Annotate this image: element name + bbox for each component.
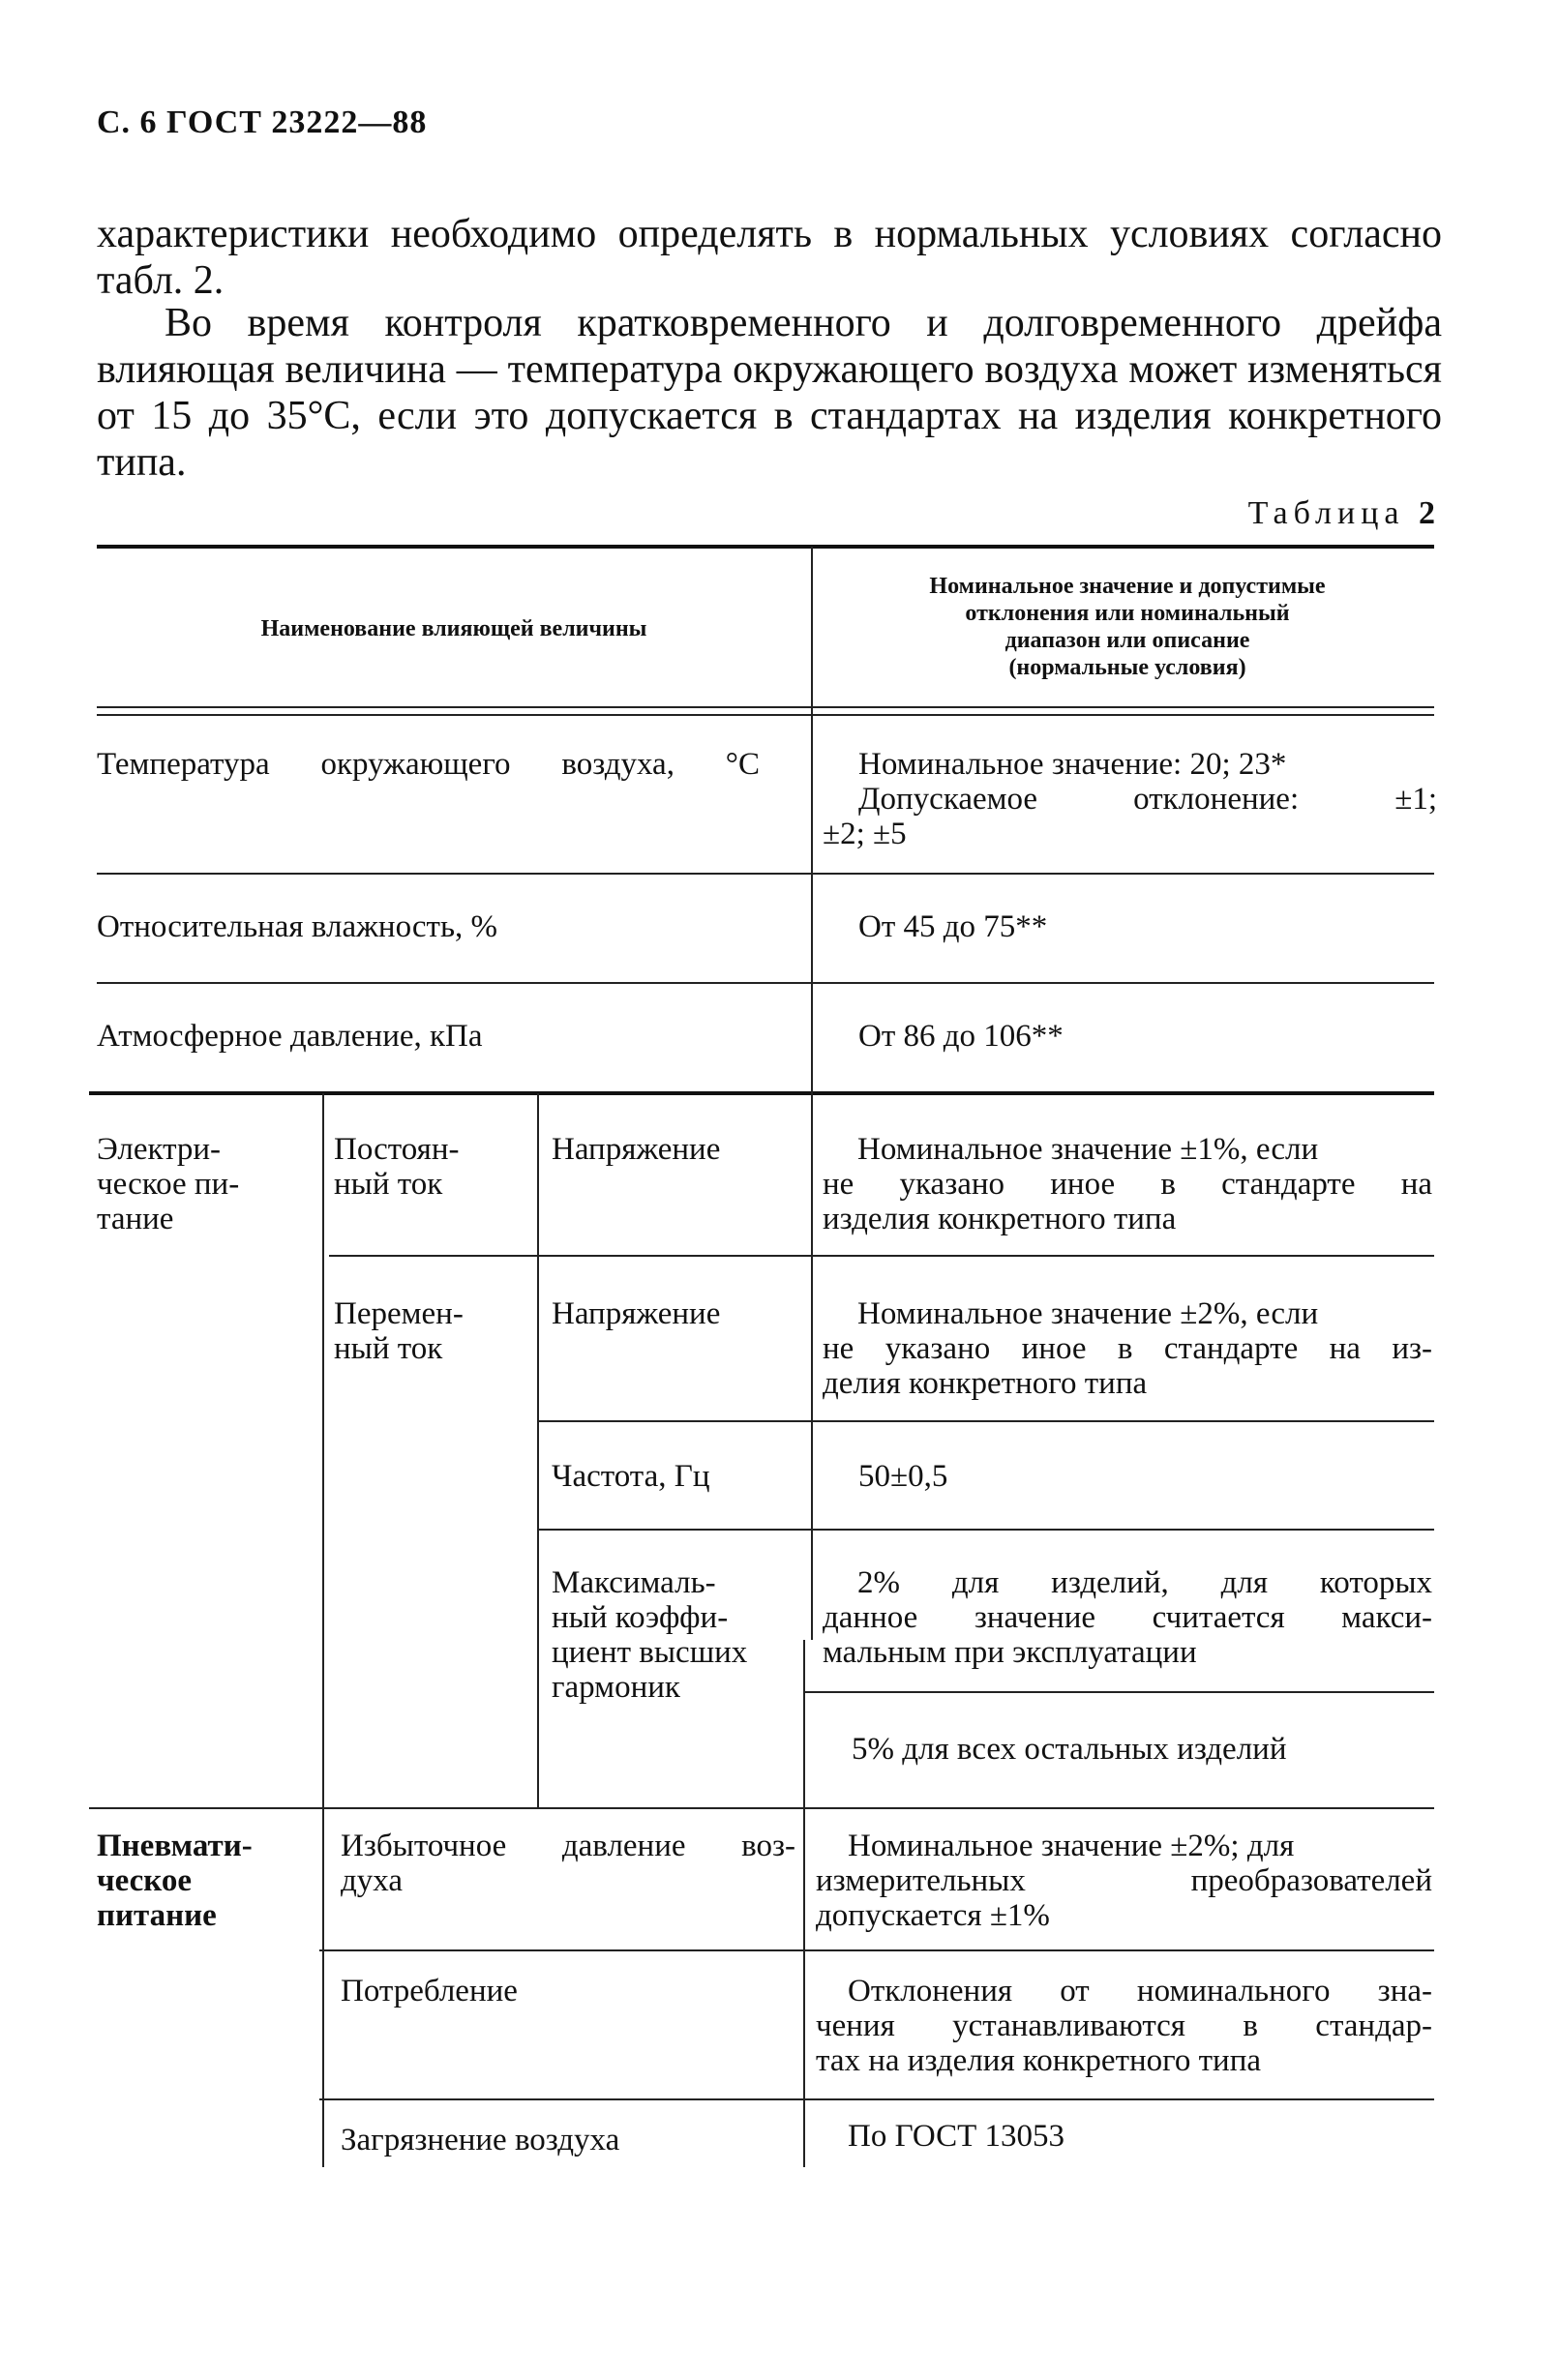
paragraph-1: характеристики необходимо определять в нормальных условиях согласно табл. 2. <box>97 212 1442 303</box>
header-nominal-line: Номинальное значение и допустимые <box>929 574 1326 599</box>
ac-voltage-param: Напряжение <box>552 1296 721 1331</box>
subgroup-dc-line: Постоян- <box>334 1132 460 1167</box>
ac-harmonics-param-line: ный коэффи- <box>552 1600 729 1635</box>
header-rule-2 <box>97 714 1434 716</box>
ac-voltage-value-line: Номинальное значение ±2%, если <box>857 1296 1319 1331</box>
rule-after-humidity <box>97 982 1434 984</box>
dc-voltage-value-line: не указано иное в стандарте на <box>823 1167 1432 1202</box>
table-caption-word: Таблица <box>1247 495 1405 531</box>
dc-voltage-value-line: Номинальное значение ±1%, если <box>857 1132 1319 1167</box>
rule-overpressure-consumption <box>319 1949 1434 1951</box>
ac-harmonics-param-line: гармоник <box>552 1670 680 1705</box>
group-column-divider <box>322 1093 324 2167</box>
pneumatic-contamination-param: Загрязнение воздуха <box>341 2123 620 2157</box>
pneumatic-overpressure-value <box>816 1829 1432 1933</box>
consumption-value-line: Отклонения от номинального зна- <box>848 1974 1432 2008</box>
header-nominal-line: отклонения или номинальный <box>965 601 1290 626</box>
row-humidity-value: От 45 до 75** <box>858 909 1048 944</box>
header-nominal-line: (нормальные условия) <box>1008 655 1246 680</box>
consumption-value-line: тах на изделия конкретного типа <box>816 2043 1262 2078</box>
rule-harmonics-split <box>805 1691 1434 1693</box>
ac-frequency-value: 50±0,5 <box>858 1459 948 1494</box>
group-pneumatic-line: ческое <box>97 1863 193 1898</box>
ac-frequency-param: Частота, Гц <box>552 1459 710 1494</box>
header-nominal-line: диапазон или описание <box>1004 628 1250 653</box>
table-caption <box>1248 495 1435 532</box>
subgroup-direct-current <box>334 1132 527 1202</box>
ac-voltage-value <box>823 1296 1432 1401</box>
overpressure-value-line: допускается ±1% <box>816 1898 1050 1933</box>
param-column-divider <box>537 1093 539 1807</box>
row-temperature-value-2: Допускаемое отклонение: ±1; <box>858 782 1437 817</box>
ac-harmonics-param <box>552 1565 803 1705</box>
dc-voltage-value <box>823 1132 1432 1236</box>
ac-harmonics-value-a <box>823 1565 1432 1670</box>
rule-consumption-contamination <box>319 2098 1434 2100</box>
rule-after-temp <box>97 873 1434 875</box>
ac-voltage-value-line: делия конкретного типа <box>823 1366 1148 1401</box>
pneumatic-consumption-value <box>816 1974 1432 2078</box>
overpressure-value-line: измерительных преобразователей <box>816 1863 1432 1898</box>
pneumatic-overpressure-param <box>341 1829 795 1898</box>
header-nominal-values <box>818 573 1437 681</box>
page-header: С. 6 ГОСТ 23222—88 <box>97 104 428 140</box>
row-temperature-value-1: Номинальное значение: 20; 23* <box>858 747 1287 782</box>
ac-harmonics-value-line: данное значение считается макси- <box>823 1600 1432 1635</box>
main-column-divider-lower <box>803 1640 805 2167</box>
group-electric-line: тание <box>97 1202 174 1236</box>
rule-ac-voltage-frequency <box>537 1420 1434 1422</box>
rule-electric-pneumatic <box>89 1807 1434 1809</box>
overpressure-value-line: Номинальное значение ±2%; для <box>848 1829 1295 1863</box>
subgroup-dc-line: ный ток <box>334 1167 443 1202</box>
overpressure-param-line: духа <box>341 1863 404 1898</box>
dc-voltage-param: Напряжение <box>552 1132 721 1167</box>
table-caption-number: 2 <box>1419 495 1435 531</box>
subgroup-ac-line: Перемен- <box>334 1296 464 1331</box>
group-pneumatic-line: Пневмати- <box>97 1829 253 1863</box>
table-top-rule <box>97 545 1434 549</box>
ac-harmonics-param-line: циент высших <box>552 1635 748 1670</box>
header-influence-name: Наименование влияющей величины <box>260 616 647 641</box>
ac-voltage-value-line: не указано иное в стандарте на из- <box>823 1331 1432 1366</box>
pneumatic-contamination-value: По ГОСТ 13053 <box>848 2119 1064 2154</box>
row-humidity-name: Относительная влажность, % <box>97 909 498 944</box>
subgroup-alternating-current <box>334 1296 527 1366</box>
dc-voltage-value-line: изделия конкретного типа <box>823 1202 1177 1236</box>
main-column-divider <box>811 547 813 1640</box>
ac-harmonics-value-line: мальным при эксплуатации <box>823 1635 1197 1670</box>
row-pressure-value: От 86 до 106** <box>858 1019 1064 1054</box>
rule-after-pressure <box>89 1091 1434 1095</box>
group-pneumatic-power <box>97 1829 315 1933</box>
ac-harmonics-param-line: Максималь- <box>552 1565 716 1600</box>
group-electric-power <box>97 1132 315 1236</box>
row-temperature-value-3: ±2; ±5 <box>823 817 907 851</box>
group-electric-line: ческое пи- <box>97 1167 240 1202</box>
consumption-value-line: чения устанавливаются в стандар- <box>816 2008 1432 2043</box>
subgroup-ac-line: ный ток <box>334 1331 443 1366</box>
paragraph-2: Во время контроля кратковременного и долговременного дрейфа влияющая величина — температура окружающего воздуха может изменяться от 15 до 35°С, если это допускается в стандартах на изделия конкретного типа. <box>97 301 1442 485</box>
header-rule-1 <box>97 706 1434 708</box>
rule-frequency-harmonics <box>537 1529 1434 1531</box>
row-pressure-name: Атмосферное давление, кПа <box>97 1019 483 1054</box>
ac-harmonics-value-b: 5% для всех остальных изделий <box>852 1732 1287 1767</box>
overpressure-param-line: Избыточное давление воз- <box>341 1829 795 1863</box>
group-electric-line: Электри- <box>97 1132 222 1167</box>
group-pneumatic-line: питание <box>97 1898 217 1933</box>
rule-dc-ac <box>329 1255 1434 1257</box>
pneumatic-consumption-param: Потребление <box>341 1974 518 2008</box>
ac-harmonics-value-line: 2% для изделий, для которых <box>857 1565 1432 1600</box>
row-temperature-name: Температура окружающего воздуха, °С <box>97 747 760 782</box>
